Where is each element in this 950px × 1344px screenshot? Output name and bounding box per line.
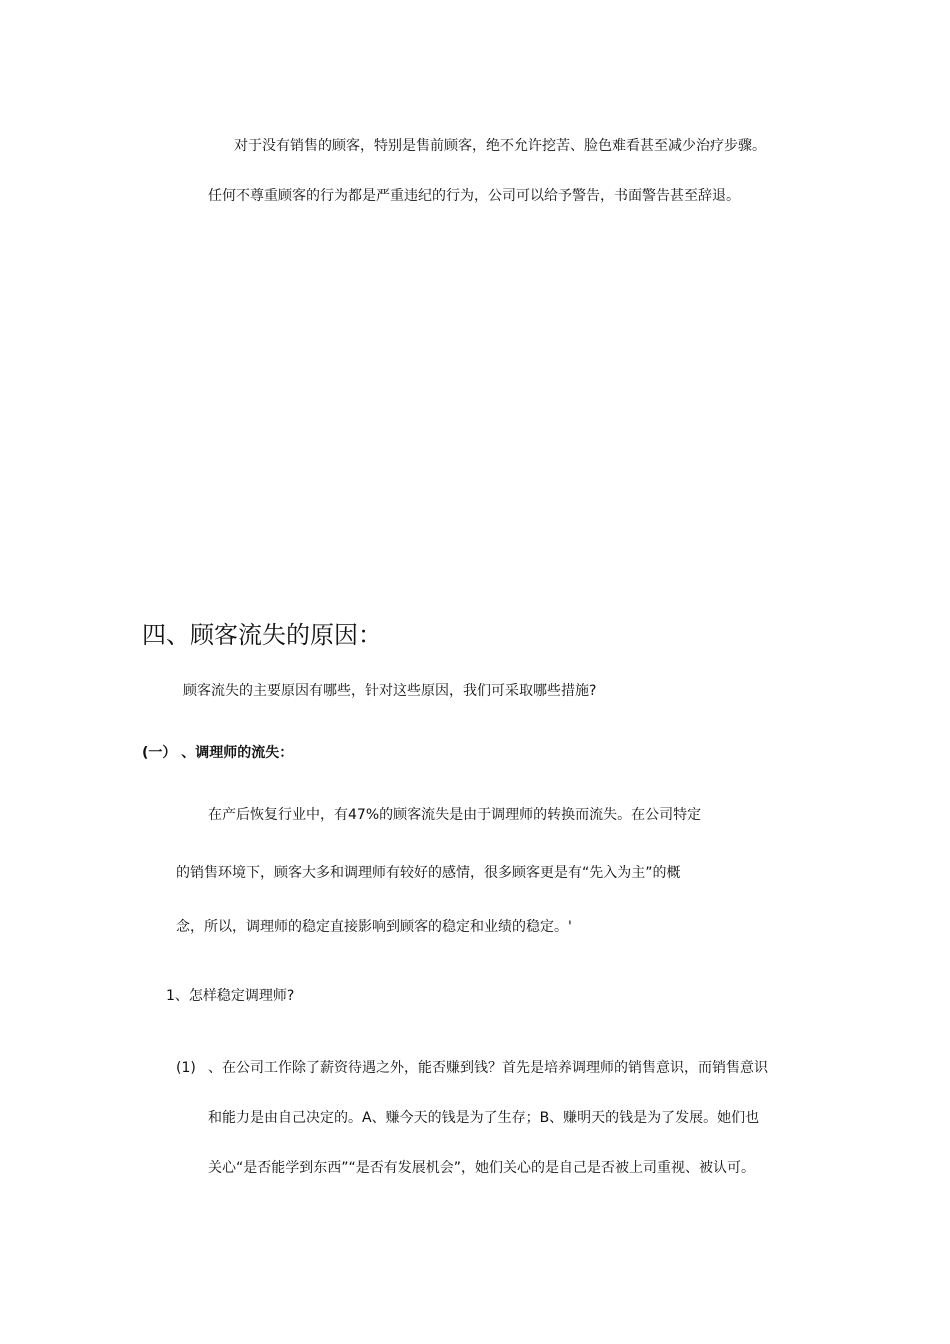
paragraph-line-2: 的销售环境下，顾客大多和调理师有较好的感情，很多顾客更是有“先入为主”的概 xyxy=(176,865,681,881)
list-item-title: 1、怎样稳定调理师? xyxy=(166,988,295,1004)
point-line-3: 关心“是否能学到东西”“是否有发展机会”，她们关心的是自己是否被上司重视、被认可。 xyxy=(208,1160,756,1176)
paragraph-line-3: 念，所以，调理师的稳定直接影响到顾客的稳定和业绩的稳定。' xyxy=(176,919,572,935)
paragraph-line-1: 在产后恢复行业中，有47%的顾客流失是由于调理师的转换而流失。在公司特定 xyxy=(208,807,702,823)
intro-line-1: 对于没有销售的顾客，特别是售前顾客，绝不允许挖苦、脸色难看甚至减少治疗步骤。 xyxy=(234,138,766,154)
intro-line-2: 任何不尊重顾客的行为都是严重违纪的行为，公司可以给予警告，书面警告甚至辞退。 xyxy=(208,188,740,204)
subsection-heading: (一） 、调理师的流失： xyxy=(142,745,294,761)
list-marker: (1) xyxy=(176,1060,196,1076)
section-heading: 四、顾客流失的原因： xyxy=(142,621,382,649)
point-line-2: 和能力是由自己决定的。A、赚今天的钱是为了生存；B、赚明天的钱是为了发展。她们也 xyxy=(208,1110,760,1126)
point-line-1: 、在公司工作除了薪资待遇之外，能否赚到钱？首先是培养调理师的销售意识，而销售意识 xyxy=(208,1060,768,1076)
section-question: 顾客流失的主要原因有哪些，针对这些原因，我们可采取哪些措施? xyxy=(183,683,597,699)
